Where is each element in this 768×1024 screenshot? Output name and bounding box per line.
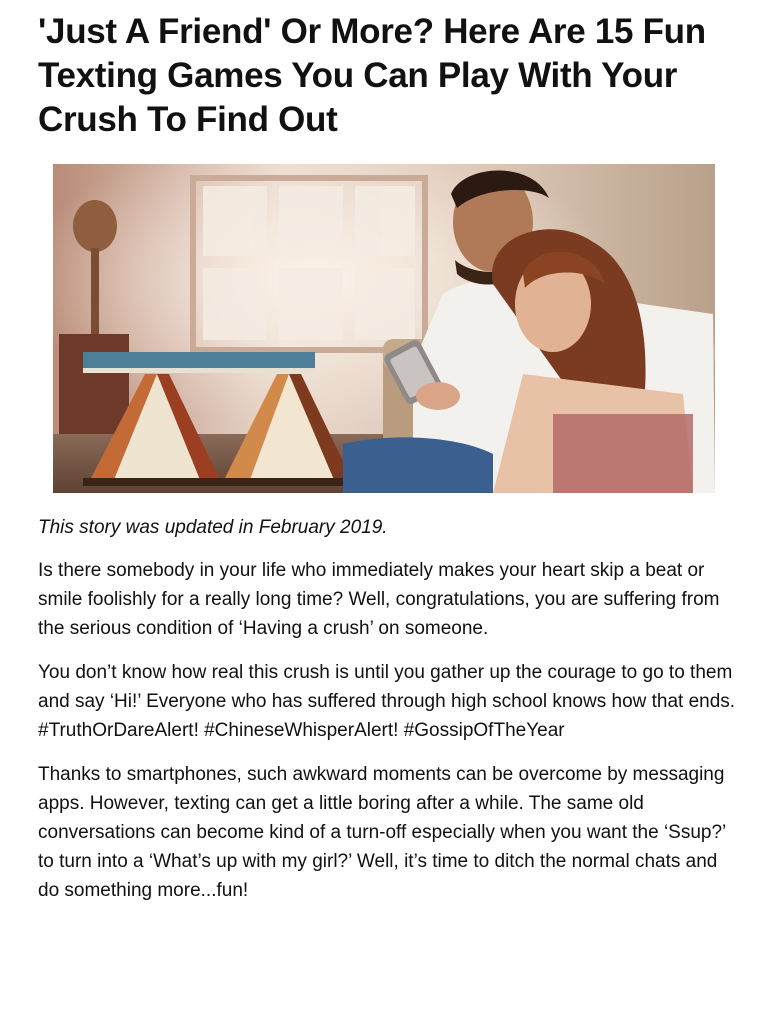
updated-note: This story was updated in February 2019.: [38, 517, 388, 538]
article-paragraph: You don’t know how real this crush is until you gather up the courage to go to them and say ‘Hi!’ Everyone who has suffered through high school knows how that ends. #TruthOrDareAlert! #ChineseWhisperAlert! #GossipOfTheYear: [38, 662, 736, 741]
hero-image: [53, 164, 715, 493]
hero-illustration: [53, 164, 715, 493]
article-title: 'Just A Friend' Or More? Here Are 15 Fun Texting Games You Can Play With Your Crush To Find Out: [38, 12, 706, 139]
article-paragraph: Is there somebody in your life who immediately makes your heart skip a beat or smile foolishly for a really long time? Well, congratulations, you are suffering from the serious condition of ‘Having a crush’ on someone.: [38, 560, 720, 639]
article-paragraph: Thanks to smartphones, such awkward moments can be overcome by messaging apps. However, texting can get a little boring after a while. The same old conversations can become kind of a turn-off especially when you want the ‘Ssup?’ to turn into a ‘What’s up with my girl?’ Well, it’s time to ditch the normal chats and do something more...fun!: [38, 764, 726, 901]
